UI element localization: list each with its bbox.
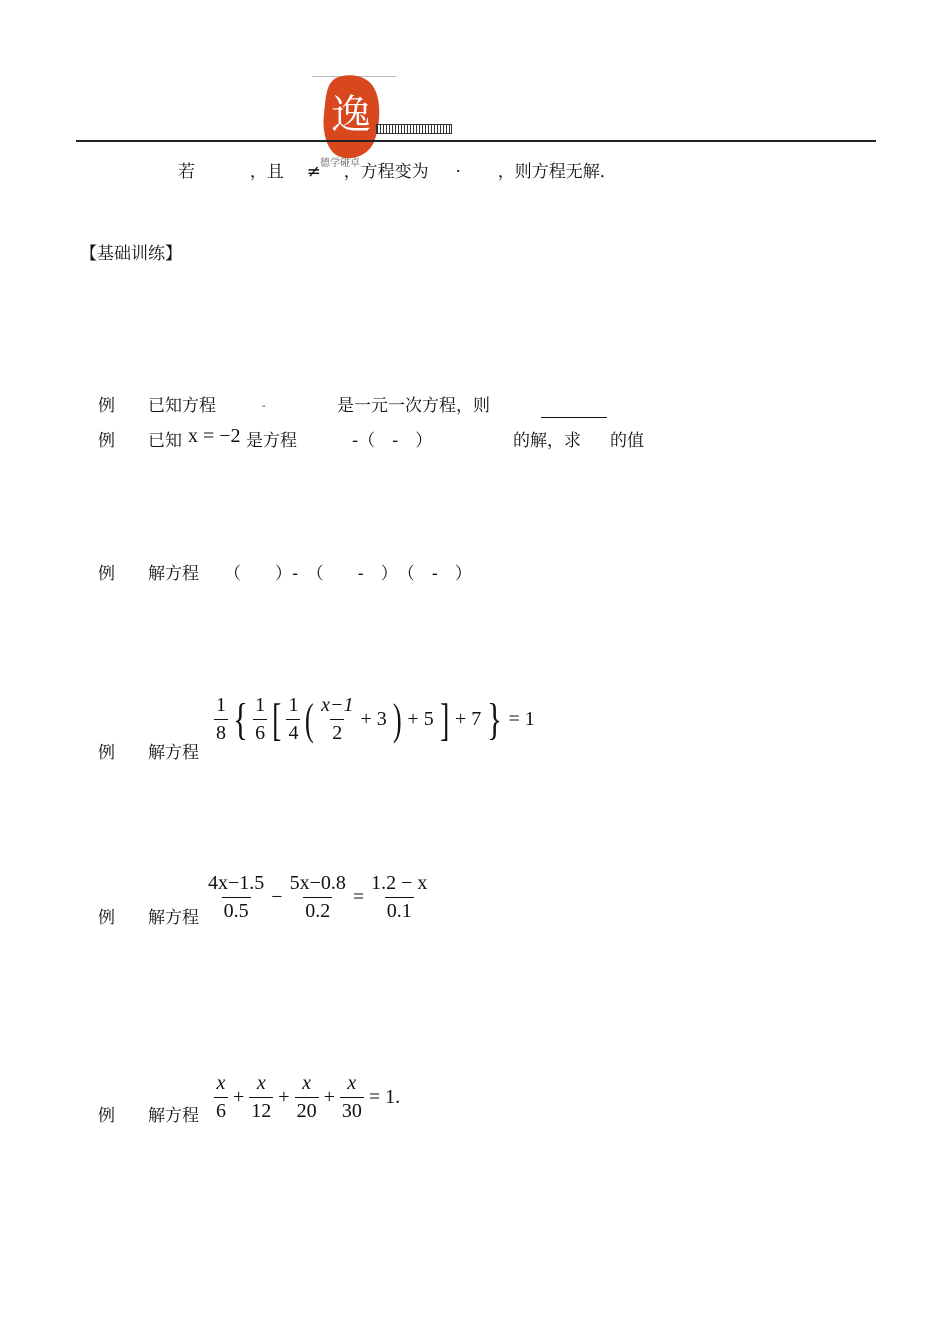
example-1-text-2: 是一元一次方程，则 — [337, 396, 490, 416]
eq4-right-paren: ) — [392, 694, 402, 744]
example-2-text-3: 的解，求 — [513, 431, 581, 451]
eq6-frac-3: $\frac{x}{20}$ — [296, 1072, 317, 1122]
example-2-expr: x = −2 — [188, 425, 241, 447]
eq6-frac-4: $\frac{x}{30}$ — [341, 1072, 362, 1122]
eq6-plus-1: + — [233, 1086, 245, 1108]
eq5-frac-1: $\frac{4x-1.5}{0.5}$ — [208, 872, 265, 922]
eq4-frac-1: $\frac{1}{8}$ — [216, 694, 226, 744]
eq6-plus-2: + — [278, 1086, 290, 1108]
example-4-text: 解方程 — [148, 743, 199, 763]
eq6-rhs: = 1. — [368, 1086, 401, 1108]
logo-seal-icon — [316, 70, 386, 166]
intro-line — [178, 164, 617, 181]
intro-part-2: ，且 — [249, 162, 284, 182]
example-5-text: 解方程 — [148, 908, 199, 928]
eq4-plus-7: + 7 — [455, 708, 482, 730]
logo-caption: 德学碰卓 — [320, 158, 360, 169]
intro-part-1: 若 — [178, 162, 195, 182]
example-1-text: 已知方程 — [148, 396, 216, 416]
eq5-frac-2: $\frac{5x-0.8}{0.2}$ — [289, 872, 346, 922]
example-6-label: 例 — [98, 1106, 115, 1126]
eq4-frac-2: $\frac{1}{6}$ — [255, 694, 266, 744]
example-2-label: 例 — [98, 431, 115, 451]
eq4-frac-4: $\frac{x-1}{2}$ — [321, 694, 354, 744]
intro-part-4: ，方程变为 — [343, 162, 429, 182]
example-2-text-2: 是方程 — [246, 431, 297, 451]
eq4-left-paren: ( — [305, 694, 315, 744]
intro-part-5: · — [455, 162, 461, 182]
header-rule — [76, 140, 876, 142]
example-2-eq: -（ - ） — [352, 431, 433, 451]
example-2-text-4: 的值 — [610, 431, 644, 451]
example-5-label: 例 — [98, 908, 115, 928]
eq6-frac-1: $\frac{x}{6}$ — [216, 1072, 226, 1122]
intro-part-6: ，则方程无解． — [497, 162, 617, 182]
example-3-eq: （ ）- （ - ） （ - ） — [224, 564, 472, 584]
eq4-plus-3: + 3 — [360, 708, 387, 730]
example-1-mark: - — [262, 401, 266, 412]
eq4-rhs: = 1 — [508, 708, 535, 730]
eq4-left-brace: { — [233, 694, 248, 744]
eq4-right-bracket: ] — [439, 693, 449, 745]
eq5-minus: − — [271, 886, 283, 908]
eq4-left-bracket: [ — [272, 693, 282, 745]
section-title: 【基础训练】 — [80, 244, 182, 264]
example-1-label: 例 — [98, 396, 115, 416]
eq4-right-brace: } — [487, 694, 503, 744]
answer-blank[interactable] — [541, 417, 607, 418]
eq6-plus-3: + — [323, 1086, 335, 1108]
logo-barcode-stripes — [376, 124, 452, 134]
example-3-text: 解方程 — [148, 564, 199, 584]
example-3-label: 例 — [98, 564, 115, 584]
equation-5 — [204, 872, 431, 923]
equation-6 — [212, 1072, 403, 1123]
eq5-equals: = — [352, 886, 365, 908]
equation-4 — [212, 694, 538, 745]
example-6-text: 解方程 — [148, 1106, 199, 1126]
eq4-frac-3: $\frac{1}{4}$ — [288, 694, 299, 744]
example-2-text: 已知 — [148, 431, 182, 451]
eq5-frac-3: $\frac{1.2 - x}{0.1}$ — [371, 872, 428, 922]
example-4-label: 例 — [98, 743, 115, 763]
eq6-frac-2: $\frac{x}{12}$ — [251, 1072, 272, 1122]
eq4-plus-5: + 5 — [407, 708, 434, 730]
logo-glyph: 逸 — [331, 92, 371, 138]
intro-part-3: ≠ — [306, 162, 321, 182]
